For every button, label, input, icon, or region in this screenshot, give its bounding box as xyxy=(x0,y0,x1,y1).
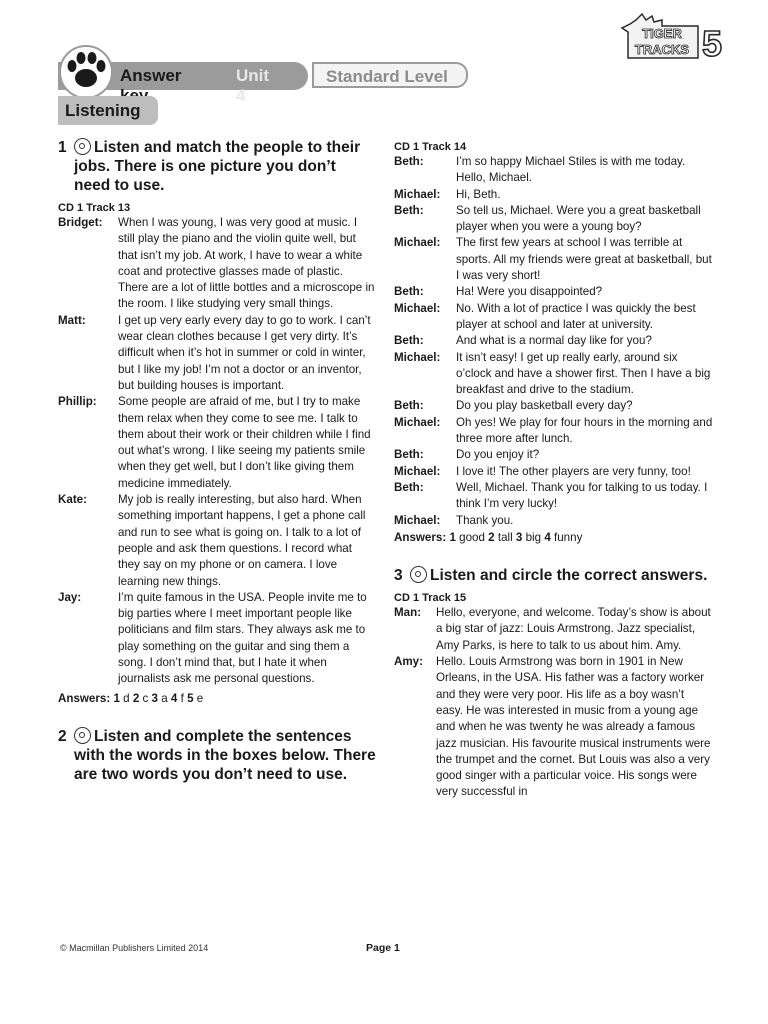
transcript-line xyxy=(394,513,714,529)
speaker: Beth: xyxy=(394,480,424,494)
speaker: Jay: xyxy=(58,590,82,604)
answer-number: 1 xyxy=(113,691,120,705)
speech: No. With a lot of practice I was quickly the best player at school and later at university. xyxy=(456,301,696,331)
transcript-line xyxy=(394,398,714,414)
answer-value: c xyxy=(142,691,149,705)
left-column xyxy=(58,138,376,784)
speech: My job is really interesting, but also hard. When something important happens, I get a phone call and run to see what is going on. I talk to a lot of people and ask them questions. I record what they say on my phone or on camera. I love learning new things. xyxy=(118,493,366,588)
speaker: Michael: xyxy=(394,187,441,201)
transcript-line xyxy=(394,350,714,399)
speaker: Michael: xyxy=(394,464,441,478)
speech: It isn’t easy! I get up really early, around six o’clock and have a shower first. Then I have a big breakfast and drive to the stadium. xyxy=(456,350,711,397)
speaker: Michael: xyxy=(394,415,441,429)
speech: And what is a normal day like for you? xyxy=(456,334,652,348)
speaker: Amy: xyxy=(394,655,423,669)
transcript-line xyxy=(394,187,714,203)
level-badge: Standard Level xyxy=(312,62,468,88)
speech: Do you play basketball every day? xyxy=(456,399,633,413)
speaker: Bridget: xyxy=(58,216,103,229)
transcript-line xyxy=(394,480,714,513)
question-3-heading xyxy=(394,566,714,585)
speaker: Beth: xyxy=(394,285,424,299)
transcript xyxy=(394,605,714,801)
answers xyxy=(58,691,376,707)
answer-number: 2 xyxy=(132,691,140,705)
speaker: Matt: xyxy=(58,313,86,327)
cd-icon xyxy=(74,138,91,155)
speech: I get up very early every day to go to work. I can’t wear clean clothes because I get very dirty. It’s difficult when it’s hot in summer or cold in winter, but I like my job! I’m not a doctor or an inventor, but building houses is important. xyxy=(118,313,371,392)
unit-label: Unit 4 xyxy=(236,66,270,105)
answer-number: 3 xyxy=(515,530,523,544)
speech: Do you enjoy it? xyxy=(456,448,540,462)
question-number: 3 xyxy=(394,567,403,585)
transcript-line xyxy=(394,415,714,448)
speech: I’m so happy Michael Stiles is with me today. Hello, Michael. xyxy=(456,155,686,185)
speech: Oh yes! We play for four hours in the morning and three more after lunch. xyxy=(456,415,713,446)
transcript-line xyxy=(394,605,714,654)
speaker: Beth: xyxy=(394,448,424,462)
speaker: Beth: xyxy=(394,203,424,217)
track-label: CD 1 Track 15 xyxy=(394,592,467,605)
speech: Some people are afraid of me, but I try to make them relax when they come to see me. I talk to them about their work or their children while I find out what’s wrong. I like seeing my patients smile when they get well, but I don’t like giving them medicine immediately. xyxy=(118,395,371,490)
answers xyxy=(394,530,714,546)
answer-value: a xyxy=(161,691,168,705)
speech: I love it! The other players are very funny, too! xyxy=(456,464,691,478)
question-title: Listen and match the people to their jobs. There is one picture you don’t need to use. xyxy=(74,139,361,194)
transcript xyxy=(58,215,376,688)
transcript-line xyxy=(394,154,714,187)
transcript-line xyxy=(394,235,714,284)
tiger-tracks-logo xyxy=(618,12,728,64)
answer-value: funny xyxy=(554,530,583,544)
answers-label: Answers: xyxy=(394,530,447,544)
copyright: © Macmillan Publishers Limited 2014 xyxy=(60,943,209,953)
speech: Ha! Were you disappointed? xyxy=(456,285,603,299)
question-2-heading xyxy=(58,727,376,784)
speech: So tell us, Michael. Were you a great basketball player when you were a young boy? xyxy=(456,203,701,234)
answer-number: 1 xyxy=(449,530,456,544)
answer-number: 5 xyxy=(187,691,194,705)
answer-key-title: Answer xyxy=(120,66,182,85)
cd-icon xyxy=(410,566,427,583)
question-number: 1 xyxy=(58,139,67,156)
answer-value: tall xyxy=(497,530,513,544)
transcript-line xyxy=(394,464,714,480)
answer-number: 2 xyxy=(488,530,495,544)
answer-number: 4 xyxy=(170,691,178,705)
section-heading: Listening xyxy=(58,96,158,125)
speech: Thank you. xyxy=(456,513,514,527)
answers-label: Answers: xyxy=(58,691,111,705)
transcript-line xyxy=(394,333,714,349)
logo-text-bottom: TRACKS xyxy=(634,42,690,57)
speaker: Michael: xyxy=(394,350,441,364)
speaker: Beth: xyxy=(394,334,424,348)
question-title: Listen and circle the correct answers. xyxy=(430,567,708,585)
speaker: Beth: xyxy=(394,155,424,168)
speech: Hello, everyone, and welcome. Today’s show is about a big star of jazz: Louis Armstrong. Jazz specialist, Amy Parks, is here to talk to us about him. Amy. xyxy=(436,606,711,652)
speech: The first few years at school I was terrible at sports. All my friends were great at basketball, but I was very short! xyxy=(456,236,712,283)
track-label: CD 1 Track 14 xyxy=(394,141,467,153)
speech: Hello. Louis Armstrong was born in 1901 in New Orleans, in the USA. His father was a factory worker and they were very poor. His life as a boy wasn’t easy. He was interested in music from a young age and when he was twenty he was already a famous jazz musician. His favourite musical instruments were the trumpet and the cornet. But Louis was also a very good singer with a particular voice. His songs were very successful in xyxy=(436,655,711,799)
speaker: Michael: xyxy=(394,236,441,250)
speaker: Michael: xyxy=(394,301,441,315)
track-label: CD 1 Track 13 xyxy=(58,202,131,214)
page-number: Page 1 xyxy=(366,942,400,954)
speech: I’m quite famous in the USA. People invite me to big parties where I meet important people like politicians and film stars. They always ask me to play something on the guitar and sing them a song. I don’t mind that, but I hate it when journalists ask me personal questions. xyxy=(118,590,367,686)
transcript-line xyxy=(394,447,714,463)
answer-number: 4 xyxy=(544,530,551,544)
transcript-line xyxy=(394,654,714,801)
transcript-line xyxy=(58,590,376,688)
logo-level: 5 xyxy=(701,23,723,64)
transcript-line xyxy=(58,313,376,394)
question-title: Listen and complete the sentences with the words in the boxes below. There are two words you don’t need to use. xyxy=(74,727,376,783)
right-column xyxy=(394,141,714,801)
speech: Hi, Beth. xyxy=(456,187,501,201)
answer-value: f xyxy=(180,691,184,705)
logo-text-top: TIGER xyxy=(642,26,682,41)
transcript-line xyxy=(394,301,714,334)
transcript-line xyxy=(58,492,376,590)
question-number: 2 xyxy=(58,727,67,745)
speech: When I was young, I was very good at music. I still play the piano and the violin quite well, but that isn’t my job. At work, I have to wear a white coat and protective glasses made of plastic. There are a lot of little bottles and a microscope in the room. I like studying very small things. xyxy=(118,216,375,311)
transcript-line xyxy=(58,215,376,313)
transcript xyxy=(394,154,714,529)
transcript-line xyxy=(394,284,714,300)
speaker: Michael: xyxy=(394,513,441,527)
speaker: Beth: xyxy=(394,399,424,413)
speech: Well, Michael. Thank you for talking to us today. I think I’m very lucky! xyxy=(456,480,708,511)
cd-icon xyxy=(74,727,91,744)
answer-value: d xyxy=(123,691,130,705)
answer-value: good xyxy=(459,530,485,544)
paw-print-icon xyxy=(58,42,116,96)
transcript-line xyxy=(58,394,376,492)
speaker: Kate: xyxy=(58,493,87,507)
answer-value: e xyxy=(196,691,204,705)
answer-number: 3 xyxy=(151,691,158,705)
question-1-heading xyxy=(58,138,376,195)
speaker: Phillip: xyxy=(58,395,97,409)
speaker: Man: xyxy=(394,606,422,620)
transcript-line xyxy=(394,203,714,236)
answer-value: big xyxy=(525,530,542,544)
